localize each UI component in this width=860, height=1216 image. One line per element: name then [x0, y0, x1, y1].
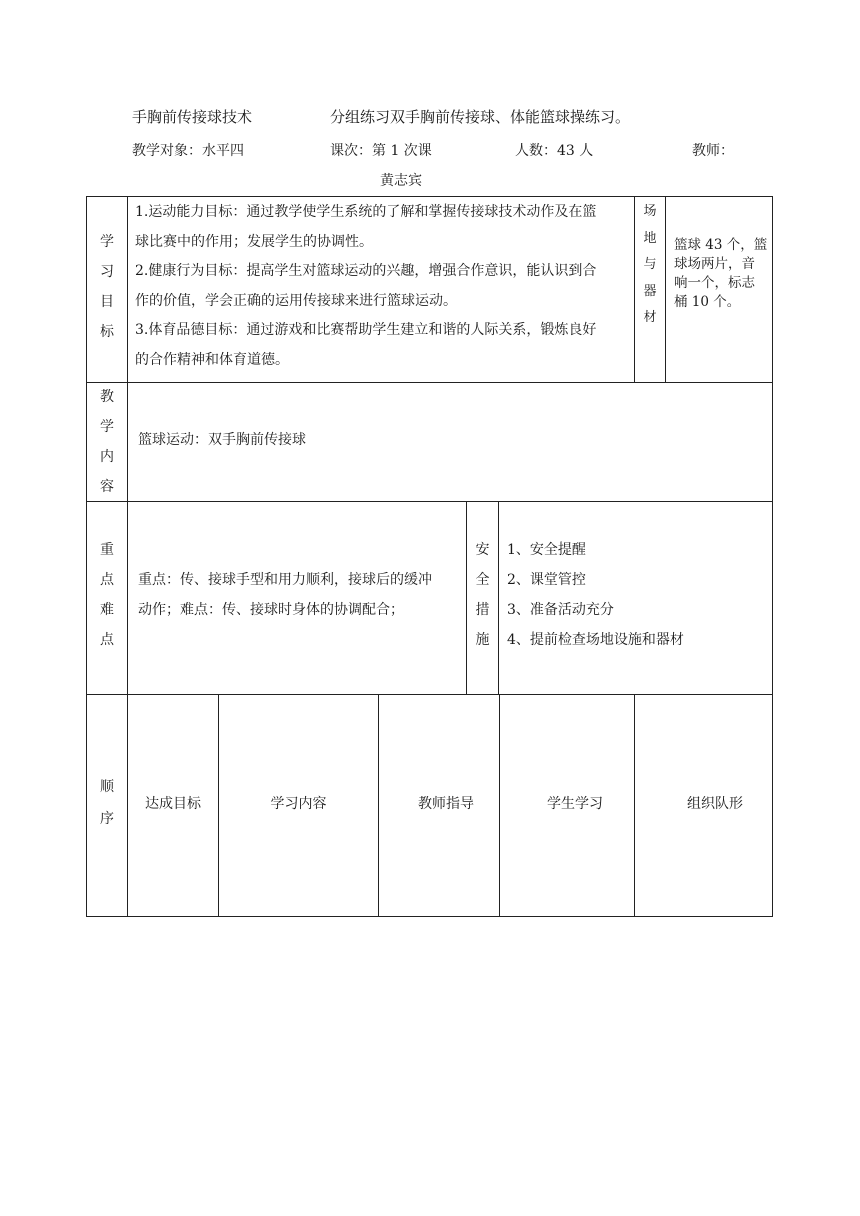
goals-line: 3.体育品德目标：通过游戏和比赛帮助学生建立和谐的人际关系，锻炼良好 [135, 322, 597, 338]
teacher-label: 教师： [692, 143, 734, 159]
student-count: 人数：43 人 [515, 143, 594, 159]
goals-text [135, 198, 633, 375]
order-label: 顺 序 [100, 779, 114, 827]
goals-line: 的合作精神和体育道德。 [135, 351, 289, 368]
venue-equipment-label: 场 地 与 器 材 [643, 204, 657, 325]
header-title-right: 分组练习双手胸前传接球、体能篮球操练习。 [330, 108, 631, 126]
content-label: 教 学 内 容 [100, 389, 114, 495]
goals-line: 球比赛中的作用；发展学生的协调性。 [135, 233, 373, 250]
safety-item: 2、课堂管控 [507, 572, 586, 588]
table-border [86, 694, 773, 695]
column-header-formation: 组织队形 [687, 796, 743, 812]
table-border [86, 196, 773, 197]
table-border [86, 916, 773, 917]
safety-list [507, 535, 684, 655]
safety-item: 3、准备活动充分 [507, 602, 614, 618]
table-border [86, 501, 773, 502]
header-title-left: 手胸前传接球技术 [132, 108, 253, 126]
table-border [86, 382, 773, 383]
column-header-teacher: 教师指导 [418, 796, 474, 812]
table-border [498, 501, 499, 694]
goals-label: 学 习 目 标 [100, 234, 114, 340]
goals-line: 作的价值，学会正确的运用传接球来进行篮球运动。 [135, 292, 457, 309]
equipment-text: 篮球 43 个，篮 球场两片，音 响一个，标志 桶 10 个。 [674, 237, 768, 310]
safety-item: 1、安全提醒 [507, 542, 586, 558]
content-text: 篮球运动：双手胸前传接球 [138, 432, 306, 448]
key-points-text: 重点：传、接球手型和用力顺利，接球后的缓冲 动作；难点：传、接球时身体的协调配合； [138, 572, 432, 618]
table-border [665, 196, 666, 382]
safety-item: 4、提前检查场地设施和器材 [507, 632, 684, 648]
safety-label: 安 全 措 施 [475, 542, 490, 648]
column-header-content: 学习内容 [270, 796, 327, 812]
lesson-number: 课次：第 1 次课 [330, 143, 432, 159]
key-points-label: 重 点 难 点 [100, 542, 114, 648]
column-header-goals: 达成目标 [145, 796, 201, 812]
goals-line: 1.运动能力目标：通过教学使学生系统的了解和掌握传接球技术动作及在篮 [135, 204, 597, 220]
teaching-target: 教学对象：水平四 [132, 143, 244, 159]
teacher-name: 黄志宾 [380, 173, 422, 189]
column-header-student: 学生学习 [547, 796, 603, 812]
goals-line: 2.健康行为目标：提高学生对篮球运动的兴趣，增强合作意识，能认识到合 [135, 263, 597, 279]
